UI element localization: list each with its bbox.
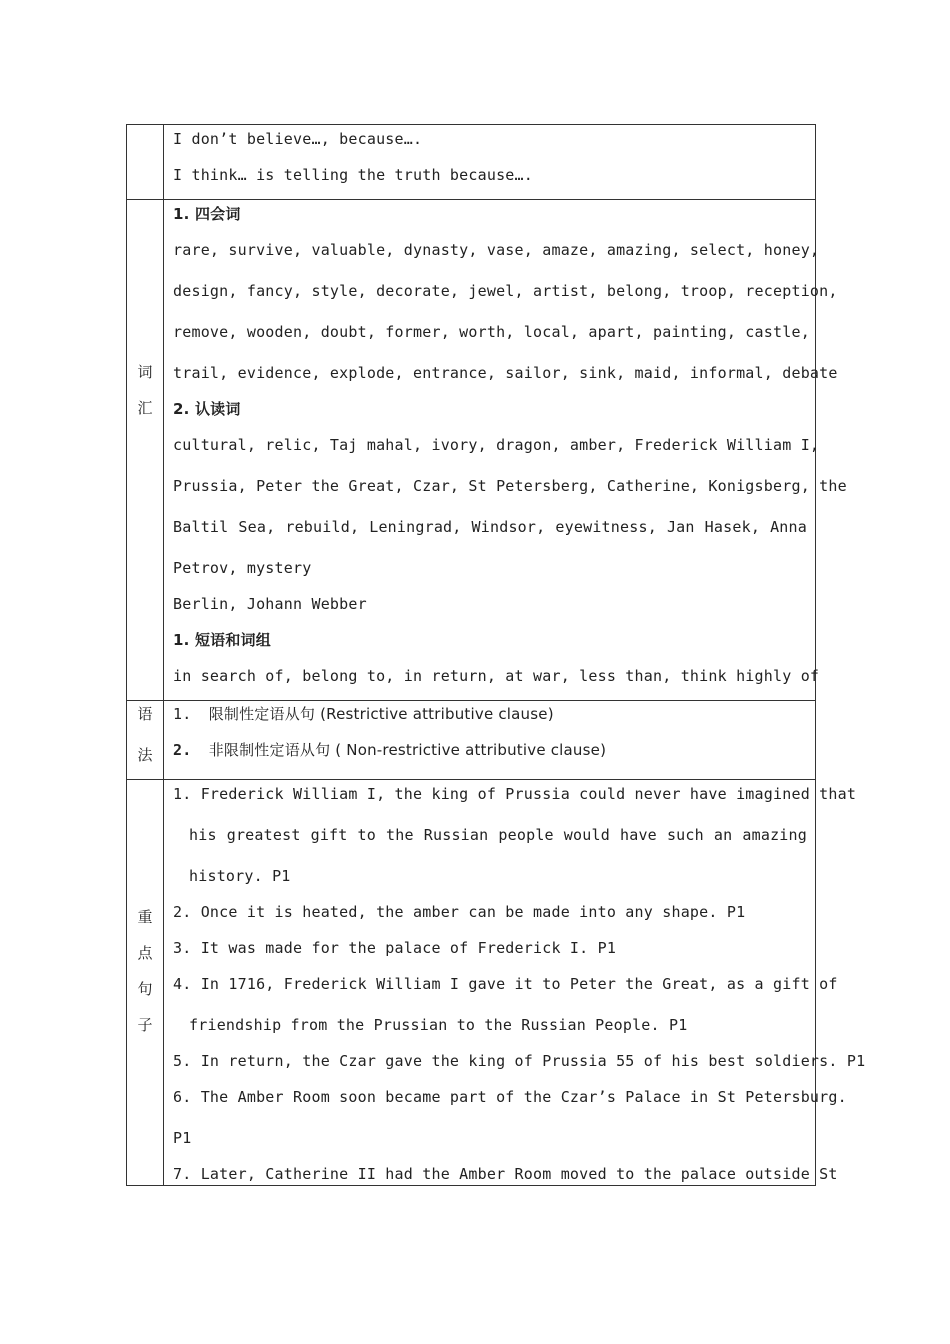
grammar-item-number: 2. [173,741,192,759]
vocab-label-cell [127,200,164,701]
sentences-label-char: 点 [137,944,153,962]
intro-row [127,125,816,200]
sentence-line: his greatest gift to the Russian people would have such an amazing [189,826,807,844]
vocab-label-char: 汇 [137,399,153,417]
grammar-row [127,701,816,780]
sentence-line: friendship from the Prussian to the Russian People. P1 [189,1016,688,1034]
vocab-word-line: trail, evidence, explode, entrance, sailor, sink, maid, informal, debate [173,364,838,382]
intro-label-cell [127,125,164,200]
grammar-item-text: 非限制性定语从句 ( Non-restrictive attributive clause) [208,741,607,759]
sentence-line: P1 [173,1129,192,1147]
read-word-line: Berlin, Johann Webber [173,595,367,613]
sentences-row [127,780,816,1186]
intro-content-cell [164,125,816,200]
grammar-label-cell [127,701,164,780]
grammar-label-char: 语 [137,705,153,723]
intro-line: I don’t believe…, because…. [173,130,423,148]
read-word-line: Petrov, mystery [173,559,312,577]
lesson-table [126,124,866,1186]
vocab-label-char: 词 [137,363,153,381]
vocab-word-line: rare, survive, valuable, dynasty, vase, amaze, amazing, select, honey, [173,241,820,259]
sentences-label-char: 句 [137,980,153,998]
sentence-line: 6. The Amber Room soon became part of the Czar’s Palace in St Petersburg. [173,1088,847,1106]
phrases-line: in search of, belong to, in return, at war, less than, think highly of [173,667,820,685]
vocab-heading-phrases: 1. 短语和词组 [173,631,271,649]
vocab-heading-recognition: 2. 认读词 [173,400,241,418]
grammar-item [173,704,807,724]
vocab-row [127,200,816,701]
vocab-word-line: remove, wooden, doubt, former, worth, local, apart, painting, castle, [173,323,810,341]
sentence-line: 2. Once it is heated, the amber can be made into any shape. P1 [173,903,746,921]
vocab-content-cell [164,200,847,701]
sentences-label-char: 子 [137,1016,153,1034]
grammar-item-text: 限制性定语从句 (Restrictive attributive clause) [208,705,554,723]
sentences-label-cell [127,780,164,1186]
sentences-label-char: 重 [137,908,153,926]
grammar-content-cell [164,701,816,780]
sentences-content-cell [164,780,866,1186]
read-word-line: Prussia, Peter the Great, Czar, St Petersberg, Catherine, Konigsberg, the [173,477,847,495]
sentence-line: 1. Frederick William I, the king of Prussia could never have imagined that [173,785,857,803]
sentence-line: 3. It was made for the palace of Frederick I. P1 [173,939,617,957]
sentence-line: 5. In return, the Czar gave the king of Prussia 55 of his best soldiers. P1 [173,1052,866,1070]
vocab-word-line: design, fancy, style, decorate, jewel, artist, belong, troop, reception, [173,282,838,300]
sentence-line: history. P1 [189,867,291,885]
read-word-line: cultural, relic, Taj mahal, ivory, dragon, amber, Frederick William I, [173,436,820,454]
intro-line: I think… is telling the truth because…. [173,166,533,184]
read-word-line: Baltil Sea, rebuild, Leningrad, Windsor, eyewitness, Jan Hasek, Anna [173,518,807,536]
grammar-item [173,740,807,760]
sentence-line: 4. In 1716, Frederick William I gave it to Peter the Great, as a gift of [173,975,838,993]
vocab-heading-four-skill: 1. 四会词 [173,205,241,223]
grammar-label-char: 法 [137,746,153,764]
sentence-line: 7. Later, Catherine II had the Amber Room moved to the palace outside St [173,1165,838,1183]
grammar-item-number: 1. [173,705,192,723]
